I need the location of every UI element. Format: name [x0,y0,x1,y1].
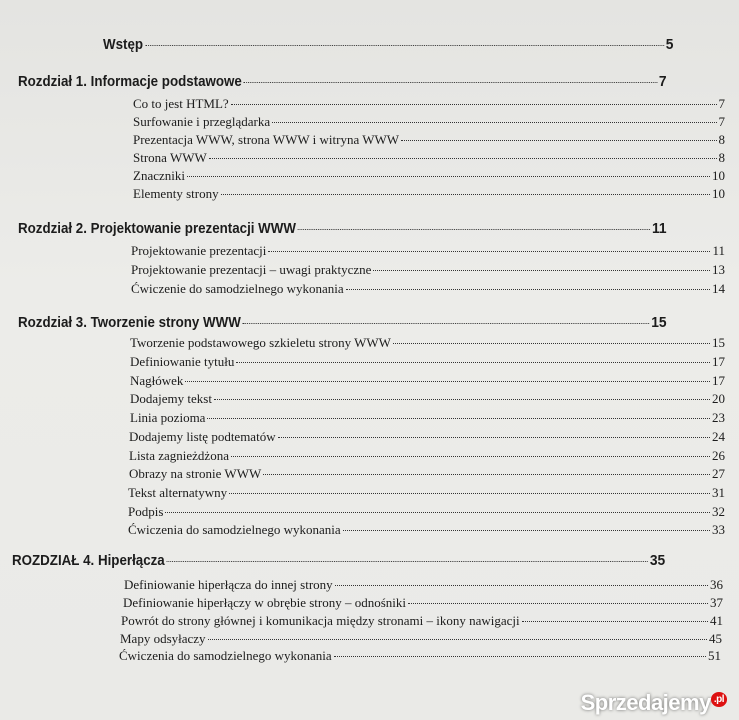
toc-section [133,114,725,130]
toc-section [130,335,725,351]
chapter-title: ROZDZIAŁ 4. Hiperłącza [12,553,165,569]
dot-leader [185,381,710,382]
toc-section [128,485,725,501]
dot-leader [335,585,708,586]
section-page: 27 [712,466,725,481]
chapter-title: Rozdział 2. Projektowanie prezentacji WWW [18,221,296,237]
dot-leader [408,603,708,604]
toc-section [124,577,723,593]
section-title: Linia pozioma [130,410,206,425]
section-page: 36 [710,577,723,592]
section-page: 14 [712,281,725,296]
section-page: 17 [712,354,725,369]
section-page: 33 [712,522,725,537]
toc-section [129,466,725,482]
toc-title: Wstęp [103,37,144,53]
section-title: Definiowanie hiperłączy w obrębie strony – odnośniki [123,595,407,610]
toc-entry-intro [103,36,673,53]
toc-section [120,631,722,647]
section-page: 51 [708,648,721,663]
dot-leader [272,122,716,123]
section-page: 8 [718,150,725,165]
toc-section [133,96,725,112]
dot-leader [207,418,710,419]
section-title: Tworzenie podstawowego szkieletu strony WWW [130,335,391,350]
watermark-brand: Sprzedajemy [580,690,711,715]
dot-leader [145,45,664,46]
dot-leader [214,399,710,400]
toc-section [133,168,725,184]
section-page: 13 [712,262,725,277]
toc-section [133,132,725,148]
dot-leader [334,656,706,657]
section-title: Lista zagnieżdżona [129,448,229,463]
section-title: Znaczniki [133,168,185,183]
dot-leader [236,362,710,363]
section-title: Tekst alternatywny [128,485,228,500]
section-page: 45 [709,631,722,646]
section-title: Strona WWW [133,150,207,165]
section-page: 7 [718,96,725,111]
dot-leader [522,621,708,622]
dot-leader [393,343,710,344]
section-title: Ćwiczenie do samodzielnego wykonania [131,281,344,296]
section-page: 23 [712,410,725,425]
section-title: Nagłówek [130,373,184,388]
section-page: 37 [710,595,723,610]
section-page: 41 [710,613,723,628]
toc-section [129,448,725,464]
dot-leader [243,323,650,324]
section-page: 17 [712,373,725,388]
dot-leader [346,289,710,290]
section-title: Powrót do strony głównej i komunikacja między stronami – ikony nawigacji [121,613,520,628]
section-page: 24 [712,429,725,444]
toc-section [128,522,725,538]
chapter-page: 7 [658,73,667,90]
dot-leader [298,229,650,230]
toc-section [131,281,725,297]
section-title: Projektowanie prezentacji – uwagi praktyczne [131,262,372,277]
toc-section [133,150,725,166]
section-page: 20 [712,391,725,406]
dot-leader [278,437,710,438]
dot-leader [229,493,710,494]
dot-leader [231,104,717,105]
section-title: Definiowanie hiperłącza do innej strony [124,577,333,592]
toc-page: 5 [665,36,674,53]
watermark-suffix: .pl [711,692,727,707]
dot-leader [373,270,710,271]
dot-leader [231,456,710,457]
section-page: 7 [718,114,725,129]
section-page: 32 [712,504,725,519]
section-title: Podpis [128,504,164,519]
section-title: Dodajemy listę podtematów [129,429,276,444]
dot-leader [268,251,710,252]
toc-section [130,373,725,389]
toc-section [133,186,725,202]
section-page: 26 [712,448,725,463]
section-title: Elementy strony [133,186,219,201]
toc-section [130,391,725,407]
toc-section [131,243,725,259]
dot-leader [244,82,657,83]
chapter-title: Rozdział 3. Tworzenie strony WWW [18,315,241,331]
dot-leader [343,530,710,531]
section-title: Prezentacja WWW, strona WWW i witryna WWW [133,132,400,147]
dot-leader [165,512,710,513]
section-title: Ćwiczenia do samodzielnego wykonania [119,648,332,663]
section-page: 15 [712,335,725,350]
section-page: 10 [712,168,725,183]
toc-chapter [18,73,667,90]
toc-chapter [12,552,665,569]
section-page: 8 [718,132,725,147]
section-page: 31 [712,485,725,500]
dot-leader [187,176,710,177]
toc-section [130,354,725,370]
dot-leader [167,561,648,562]
section-title: Dodajemy tekst [130,391,212,406]
toc-section [123,595,723,611]
section-title: Surfowanie i przeglądarka [133,114,271,129]
section-title: Mapy odsyłaczy [120,631,206,646]
section-title: Obrazy na stronie WWW [129,466,262,481]
section-title: Co to jest HTML? [133,96,229,111]
chapter-page: 11 [652,220,667,237]
toc-section [131,262,725,278]
section-title: Projektowanie prezentacji [131,243,267,258]
chapter-title: Rozdział 1. Informacje podstawowe [18,74,242,90]
toc-section [129,429,725,445]
toc-section [130,410,725,426]
dot-leader [401,140,716,141]
toc-chapter [18,314,667,331]
dot-leader [263,474,710,475]
dot-leader [221,194,710,195]
section-page: 10 [712,186,725,201]
section-title: Ćwiczenia do samodzielnego wykonania [128,522,341,537]
dot-leader [209,158,717,159]
toc-chapter [18,220,667,237]
watermark-logo [581,690,727,716]
toc-section [121,613,723,629]
section-page: 11 [712,243,725,258]
dot-leader [208,639,707,640]
chapter-page: 15 [651,314,667,331]
toc-section [128,504,725,520]
chapter-page: 35 [649,552,666,569]
toc-section [119,648,721,664]
section-title: Definiowanie tytułu [130,354,235,369]
